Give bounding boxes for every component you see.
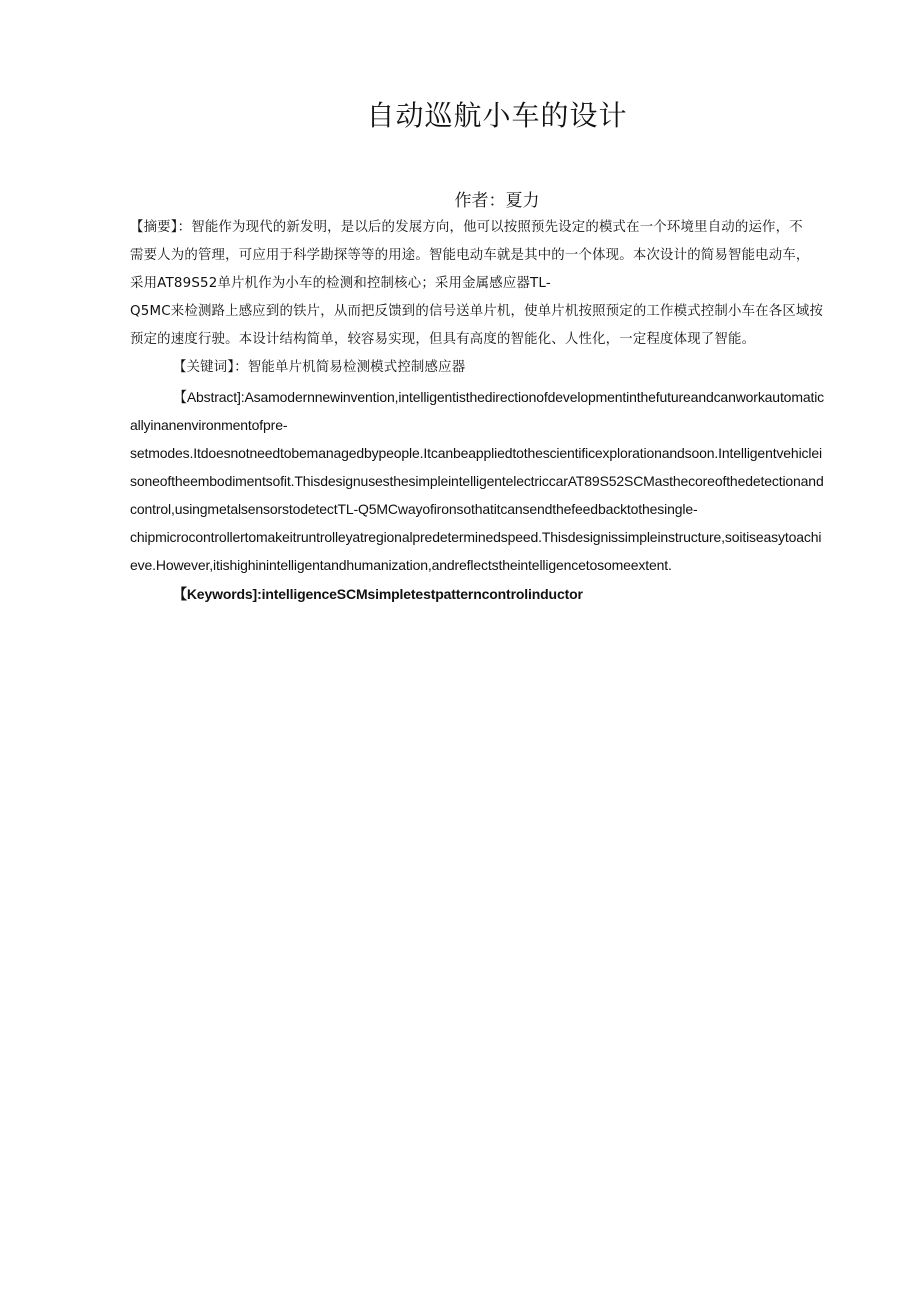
document-title: 自动巡航小车的设计 — [366, 99, 628, 132]
abstract-en-line: chipmicrocontrollertomakeitruntrolleyatregionalpredeterminedspeed.Thisdesignissimpleinstructure,soitiseasytoachi — [130, 529, 822, 545]
abstract-zh-line: 【摘要】：智能作为现代的新发明，是以后的发展方向，他可以按照预先设定的模式在一个环境里自动的运作，不 — [130, 220, 803, 235]
abstract-en-line: control,usingmetalsensorstodetectTL-Q5MCwayofironsothatitcansendthefeedbacktothesingle- — [130, 501, 698, 517]
abstract-en-line: eve.However,itishighinintelligentandhumanization,andreflectstheintelligencetosomeextent. — [130, 557, 672, 573]
abstract-zh-line: 需要人为的管理，可应用于科学勘探等等的用途。智能电动车就是其中的一个体现。本次设计的简易智能电动车， — [130, 248, 810, 263]
keywords-zh: 【关键词】：智能单片机简易检测模式控制感应器 — [173, 360, 466, 375]
abstract-en-line: soneoftheembodimentsofit.ThisdesignusesthesimpleintelligentelectriccarAT89S52SCMasthecoreofthedetectionand — [130, 473, 824, 489]
abstract-en-line: 【Abstract]:Asamodernnewinvention,intelligentisthedirectionofdevelopmentinthefutureandcanworkautomatic — [173, 389, 825, 405]
keywords-en: 【Keywords]:intelligenceSCMsimpletestpatterncontrolinductor — [173, 586, 583, 602]
author-line: 作者：夏力 — [454, 191, 540, 211]
abstract-en-line: setmodes.Itdoesnotneedtobemanagedbypeople.Itcanbeappliedtothescientificexplorationandsoon.Intelligentvehiclei — [130, 445, 822, 461]
abstract-en-line: allyinanenvironmentofpre- — [130, 417, 288, 433]
abstract-zh-line: 预定的速度行驶。本设计结构简单，较容易实现，但具有高度的智能化、人性化，一定程度体现了智能。 — [130, 332, 756, 347]
abstract-zh-line: Q5MC来检测路上感应到的铁片，从而把反馈到的信号送单片机，使单片机按照预定的工作模式控制小车在各区域按 — [130, 304, 824, 319]
abstract-zh-line: 采用AT89S52单片机作为小车的检测和控制核心；采用金属感应器TL- — [130, 276, 551, 291]
